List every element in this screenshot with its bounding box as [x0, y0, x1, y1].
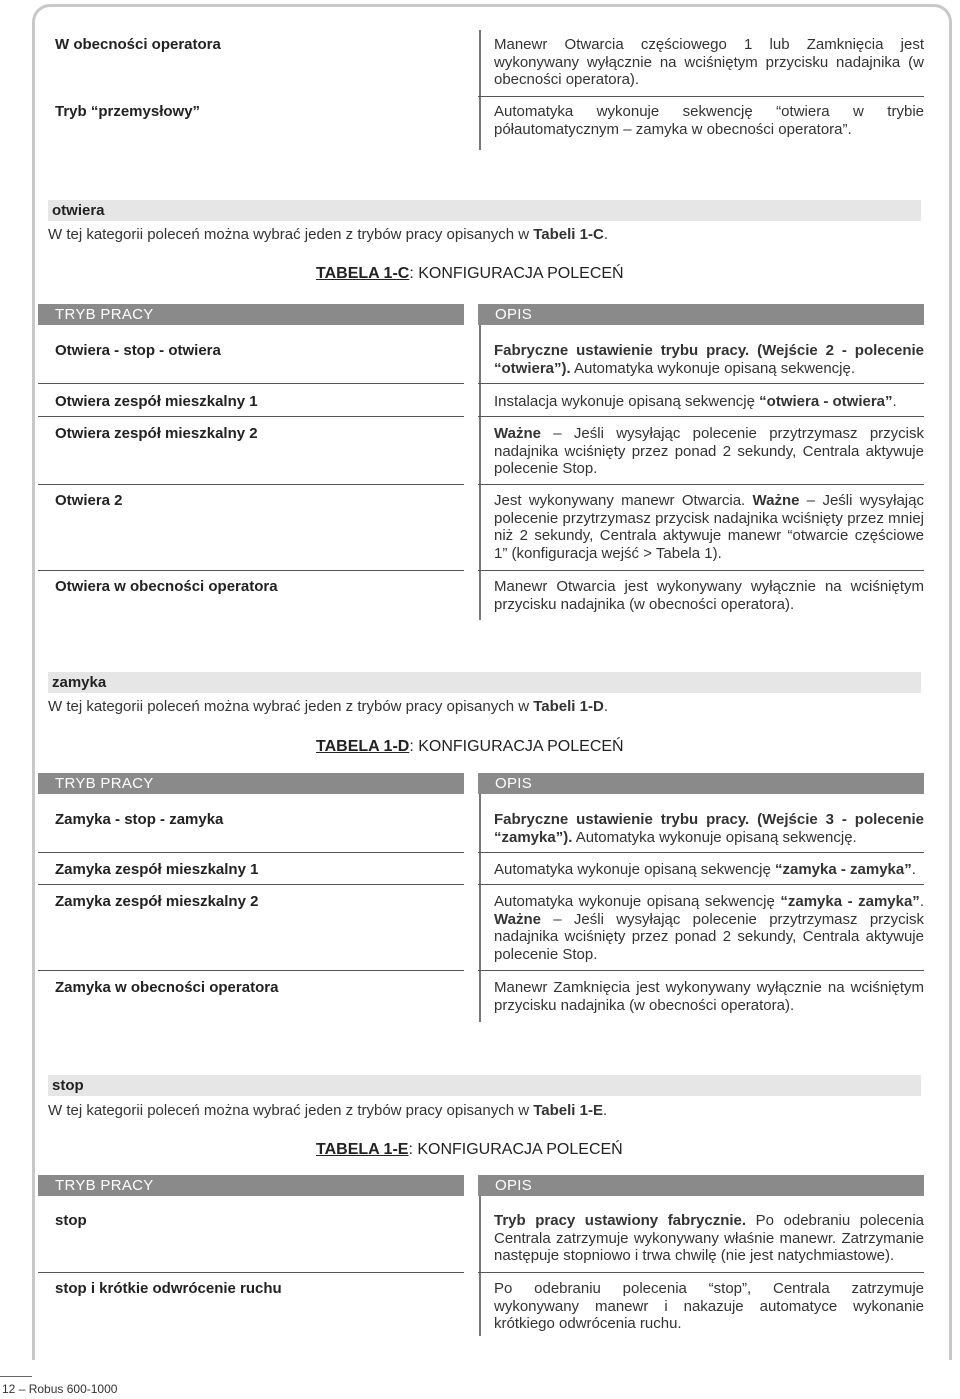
row-divider	[38, 1272, 464, 1273]
mode-description	[494, 861, 924, 879]
row-divider	[478, 484, 924, 485]
desc-text: Instalacja wykonuje opisaną sekwencję	[494, 393, 760, 410]
column-header-label: OPIS	[495, 775, 533, 792]
mode-label: Otwiera zespół mieszkalny 1	[55, 393, 258, 410]
table-title-rest: : KONFIGURACJA POLECEŃ	[408, 1141, 623, 1158]
row-divider	[38, 852, 464, 853]
desc-bold: Fabryczne ustawienie trybu pracy. (Wejście 3 - polecenie “zamyka”).	[494, 811, 924, 846]
page-number: 12	[2, 1382, 16, 1396]
table-title	[316, 265, 624, 283]
row-divider	[478, 96, 924, 97]
table-title	[316, 738, 624, 756]
table-title-ref: TABELA 1-D	[316, 738, 410, 755]
mode-description	[494, 425, 924, 478]
intro-end: .	[603, 226, 608, 243]
footer-rule	[0, 1376, 32, 1377]
column-header-label: OPIS	[495, 306, 533, 323]
mode-label: Zamyka - stop - zamyka	[55, 811, 224, 828]
row-divider	[478, 570, 924, 571]
row-divider	[38, 383, 464, 384]
desc-text: .	[919, 893, 924, 910]
mode-description: Manewr Otwarcia częściowego 1 lub Zamknięcia jest wykonywany wyłącznie na wciśniętym przycisku nadajnika (w obecności operatora).	[494, 36, 924, 88]
desc-bold: “otwiera - otwiera”	[759, 393, 893, 410]
desc-bold: “zamyka - zamyka”	[780, 893, 920, 910]
mode-label: Zamyka w obecności operatora	[55, 979, 279, 996]
desc-text: – Jeśli wysyłając polecenie przytrzymasz przycisk nadajnika wciśnięty przez ponad 2 sekundy, Centrala aktywuje polecenie Stop.	[494, 425, 924, 477]
column-header-description	[478, 304, 924, 325]
section-title: otwiera	[52, 202, 105, 219]
row-divider	[38, 884, 464, 885]
desc-bold: Tryb pracy ustawiony fabrycznie.	[494, 1212, 747, 1229]
row-divider	[478, 383, 924, 384]
table-title-ref: TABELA 1-C	[316, 265, 410, 282]
desc-text: – Jeśli wysyłając polecenie przytrzymasz przycisk nadajnika wciśnięty przez ponad 2 sekundy, Centrala aktywuje polecenie Stop.	[494, 910, 924, 963]
column-divider	[479, 794, 481, 1022]
desc-end: .	[892, 393, 897, 410]
column-header-label: TRYB PRACY	[55, 1177, 154, 1194]
mode-label: W obecności operatora	[55, 36, 221, 53]
row-divider	[478, 416, 924, 417]
row-divider	[478, 884, 924, 885]
desc-text: Po odebraniu polecenia Centrala zatrzymuje wykonywany właśnie manewr. Zatrzymanie następuje stopniowo i trwa chwilę (nie jest natychmiastowe).	[494, 1212, 924, 1264]
row-divider	[38, 416, 464, 417]
intro-text: W tej kategorii poleceń można wybrać jeden z trybów pracy opisanych w	[48, 1102, 534, 1119]
desc-text: Automatyka wykonuje opisaną sekwencję.	[572, 828, 857, 846]
mode-label: Otwiera - stop - otwiera	[55, 342, 221, 359]
table-title-rest: : KONFIGURACJA POLECEŃ	[409, 265, 624, 282]
desc-text: Automatyka wykonuje opisaną sekwencję	[494, 861, 775, 878]
desc-text: Jest wykonywany manewr Otwarcia.	[494, 492, 753, 509]
column-header-label: OPIS	[495, 1177, 533, 1194]
mode-description	[494, 1212, 924, 1265]
mode-description	[494, 393, 924, 411]
intro-end: .	[603, 698, 608, 715]
column-header-mode	[38, 773, 464, 794]
intro-end: .	[602, 1102, 608, 1119]
desc-text: Automatyka wykonuje opisaną sekwencję	[494, 893, 781, 910]
desc-bold: Fabryczne ustawienie trybu pracy. (Wejście 2 - polecenie “otwiera”).	[494, 342, 924, 377]
row-divider	[38, 570, 464, 571]
page-footer	[2, 1381, 117, 1399]
section-header-otwiera	[48, 200, 921, 221]
product-name: Robus 600-1000	[28, 1382, 118, 1396]
desc-end: .	[911, 861, 916, 878]
mode-label: stop i krótkie odwrócenie ruchu	[55, 1280, 282, 1297]
mode-label: Otwiera w obecności operatora	[55, 578, 278, 595]
table-reference: Tabeli 1-E	[533, 1102, 603, 1119]
section-title: stop	[52, 1077, 84, 1094]
column-divider	[479, 325, 481, 620]
mode-description: Manewr Otwarcia jest wykonywany wyłącznie na wciśniętym przycisku nadajnika (w obecności operatora).	[494, 578, 924, 613]
desc-bold: Ważne	[494, 910, 541, 928]
desc-bold: “zamyka - zamyka”	[775, 861, 912, 878]
footer-separator: –	[15, 1382, 29, 1396]
row-divider	[478, 852, 924, 853]
desc-text: – Jeśli wysyłając polecenie przytrzymasz przycisk nadajnika wciśnięty przez mniej niż 2 sekundy, Centrala aktywuje manewr “otwarcie częściowe 1” (konfiguracja wejść > Tabela 1).	[494, 492, 924, 562]
intro-text: W tej kategorii poleceń można wybrać jeden z trybów pracy opisanych w	[48, 226, 534, 243]
section-title: zamyka	[52, 674, 107, 691]
row-divider	[478, 1272, 924, 1273]
mode-label: Otwiera zespół mieszkalny 2	[55, 425, 258, 442]
column-divider	[479, 1196, 481, 1336]
column-divider	[479, 30, 481, 150]
section-intro	[48, 1102, 607, 1120]
mode-label: Tryb “przemysłowy”	[55, 103, 201, 120]
table-title	[316, 1141, 623, 1159]
mode-description	[494, 492, 924, 562]
table-title-rest: : KONFIGURACJA POLECEŃ	[409, 738, 624, 755]
table-reference: Tabeli 1-C	[533, 226, 604, 243]
table-reference: Tabeli 1-D	[533, 698, 604, 715]
row-divider	[478, 970, 924, 971]
mode-description	[494, 893, 924, 963]
mode-label: Zamyka zespół mieszkalny 2	[55, 893, 259, 910]
column-header-label: TRYB PRACY	[55, 775, 154, 792]
column-header-mode	[38, 304, 464, 325]
table-title-ref: TABELA 1-E	[316, 1141, 409, 1158]
column-header-mode	[38, 1175, 464, 1196]
section-intro	[48, 698, 608, 716]
mode-description: Manewr Zamknięcia jest wykonywany wyłącznie na wciśniętym przycisku nadajnika (w obecności operatora).	[494, 979, 924, 1014]
desc-text: Automatyka wykonuje opisaną sekwencję.	[570, 359, 856, 377]
mode-label: Otwiera 2	[55, 492, 123, 509]
section-header-stop	[48, 1075, 921, 1096]
row-divider	[38, 484, 464, 485]
mode-description	[494, 811, 924, 846]
column-header-description	[478, 773, 924, 794]
mode-label: Zamyka zespół mieszkalny 1	[55, 861, 259, 878]
mode-description: Po odebraniu polecenia “stop”, Centrala zatrzymuje wykonywany manewr i nakazuje automatyce wykonanie krótkiego odwrócenia ruchu.	[494, 1280, 924, 1332]
column-header-description	[478, 1175, 924, 1196]
intro-text: W tej kategorii poleceń można wybrać jeden z trybów pracy opisanych w	[48, 698, 534, 715]
column-header-label: TRYB PRACY	[55, 306, 154, 323]
section-intro	[48, 226, 608, 244]
desc-bold: Ważne	[752, 492, 800, 509]
mode-label: stop	[55, 1212, 87, 1229]
section-header-zamyka	[48, 672, 921, 693]
desc-bold: Ważne	[494, 425, 541, 442]
row-divider	[38, 970, 464, 971]
mode-description	[494, 342, 924, 377]
mode-description: Automatyka wykonuje sekwencję “otwiera w trybie półautomatycznym – zamyka w obecności operatora”.	[494, 103, 924, 138]
